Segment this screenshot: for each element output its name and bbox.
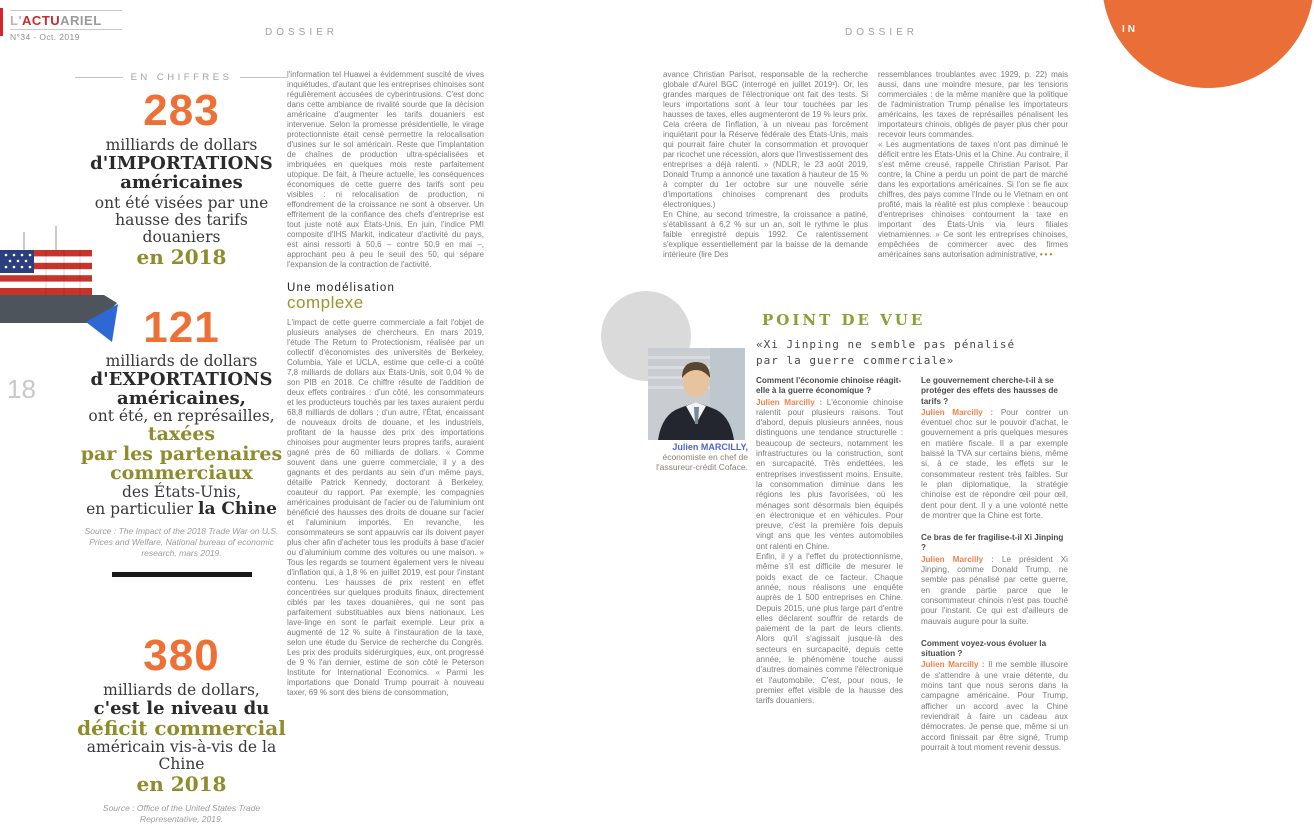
stat-121-line: ont été, en représailles, bbox=[88, 407, 275, 425]
stat-380-source: Source : Office of the United States Trade Representative, 2019. bbox=[102, 802, 261, 824]
subheading-eyebrow: Une modélisation bbox=[287, 282, 396, 294]
stat-283: 283 bbox=[143, 86, 220, 135]
stat-121-la-chine: la Chine bbox=[198, 498, 277, 519]
answer-text: Enfin, il y a l'effet du protectionnisme, même s'il est difficile de mesurer le poids exact de ce facteur. Chaque année, nous réalisons une enquête auprès de 1 500 entreprises en Chine. Depuis 2015, une plus large part d'entre elles déclarent souffrir de retards de paiement de la part de leurs clients. Alors qu'il s'agissait jusque-là des secteurs en surcapacité, depuis cette année, le phénomène touche aussi d'autres domaines comme l'électronique et l'automobile. C'est, pour nous, le premier effet visible de la hausse des tarifs douaniers. bbox=[756, 552, 903, 706]
speaker-name: Julien Marcilly : bbox=[921, 407, 994, 417]
stat-121-line bbox=[75, 498, 288, 519]
interview-question: Ce bras de fer fragilise-t-il Xi Jinping ? bbox=[921, 533, 1064, 553]
stat-283-line: d'IMPORTATIONS bbox=[90, 153, 273, 174]
interview-column-right bbox=[921, 376, 1068, 753]
issue-number: N°34 - Oct. 2019 bbox=[10, 32, 80, 42]
magazine-logo bbox=[10, 10, 122, 42]
stat-283-year: en 2018 bbox=[136, 245, 227, 269]
kicker bbox=[75, 72, 288, 83]
article-paragraph: L'impact de cette guerre commerciale a fait l'objet de plusieurs analyses de chercheurs. En mars 2019, l'étude The Return to Protectionism, réalisée par un collectif d'économistes des universités de Berkeley, Columbia, Yale et UCLA, estime que celle-ci a coûté 7,8 milliards de dollars aux États-Unis, soit 0,04 % de son PIB en 2018. Ce chiffre résulte de l'addition de deux effets contraires : d'un côté, les consommateurs et les producteurs touchés par les taxes auraient perdu 68,8 milliards de dollars ; d'un autre, l'État, encaissant de nouveaux droits de douane, et les industriels, profitant de la hausse des prix des importations chinoises pour augmenter leurs propres tarifs, auraient gagné près de 60 milliards de dollars. « Comme souvent dans une guerre commerciale, il y a des gagnants et des perdants au sein d'un même pays, détaille Patrick Kennedy, doctorant à Berkeley, coauteur du rapport. Par exemple, les compagnies américaines produisant de l'acier ou de l'aluminium ont bénéficié des hausses des droits de douane sur l'acier et l'aluminium importés. En revanche, les consommateurs se sont appauvris car ils doivent payer plus cher afin d'acheter tous les produits à base d'acier ou d'aluminium comme des voitures ou une maison. » Tous les regards se tournent également vers le niveau d'inflation qui, à 1,8 % en juillet 2019, est pour l'instant contenu. Les hausses de prix restent en effet concentrées sur quelques produits finaux, directement ciblés par les taxes douanières, qui ne sont pas parfaitement substituables aux biens nationaux. Les lave-linge en sont le parfait exemple. Leur prix a augmenté de 12 % suite à l'instauration de la taxe, selon une étude du Service de recherche du Congrès. Les prix des produits sidérurgiques, eux, ont progressé de 9 % l'an dernier, estime de son côté le Peterson Institute for International Economics. « Parmi les importations que Donald Trump pourrait à nouveau taxer, 69 % sont des biens de consommation, bbox=[287, 318, 484, 697]
kicker-rule-left bbox=[75, 77, 123, 78]
article-paragraph: En Chine, au second trimestre, la croissance a patiné, s'établissant à 6,2 % sur un an, soit le rythme le plus faible enregistré depuis 1992. Ce ralentissement s'explique essentiellement par la baisse de la demande intérieure (lire Des bbox=[663, 210, 868, 259]
interview-column-left bbox=[756, 376, 903, 707]
subheading-title: complexe bbox=[287, 293, 364, 312]
continuation-dots: ••• bbox=[1039, 250, 1055, 259]
stat-380-line: c'est le niveau du bbox=[93, 697, 270, 719]
kicker-rule-right bbox=[240, 77, 288, 78]
interview-answer bbox=[921, 408, 1068, 521]
logo-wordmark bbox=[10, 11, 122, 29]
caption-name: Julien MARCILLY, bbox=[672, 442, 748, 452]
interview-answer bbox=[921, 555, 1068, 627]
divider-bar bbox=[112, 572, 252, 577]
stat-121-line: des États-Unis, bbox=[121, 482, 242, 501]
article-column-1 bbox=[287, 70, 484, 698]
stat-380-line: américain vis-à-vis de la Chine bbox=[86, 737, 277, 773]
answer-text: Pour contrer un éventuel choc sur le pouvoir d'achat, le gouvernement a pris quelques mesures en matière fiscale. Il a par exemple baissé la TVA sur certains biens, même si, à ce stade, les effets sur le consommateur restent très faibles. Sur le plan diplomatique, la stratégie chinoise est de répondre œil pour œil, dent pour dent. Il y a une volonté nette de montrer que la Chine est forte. bbox=[921, 407, 1068, 520]
portrait-photo bbox=[648, 348, 745, 440]
stat-121-line: milliards de dollars bbox=[105, 352, 258, 370]
stat-380-keyword: déficit commercial bbox=[77, 715, 286, 740]
answer-text: L'économie chinoise ralentit pour plusieurs raisons. Tout d'abord, depuis plusieurs années, nous distinguons une tendance structurelle : beaucoup de secteurs, notamment les infrastructures ou la construction, sont en surcapacité. Très endettées, les entreprises investissent moins. Ensuite, la consommation diminue dans les régions les plus favorisées, où les ménages sont désormais bien équipés en électronique et en véhicules. Pour preuve, c'est la première fois depuis vingt ans que les ventes automobiles ont ralenti en Chine. bbox=[756, 397, 904, 551]
article-column-2 bbox=[663, 70, 868, 260]
stat-283-line: milliards de dollars bbox=[105, 136, 258, 154]
en-chiffres-sidebar bbox=[75, 72, 288, 825]
speaker-name: Julien Marcilly : bbox=[921, 554, 994, 564]
kicker-label: EN CHIFFRES bbox=[130, 72, 233, 83]
quote-line: par la guerre commerciale» bbox=[756, 354, 955, 367]
logo-actu: ACTU bbox=[22, 13, 61, 28]
article-paragraph: ressemblances troublantes avec 1929, p. 22) mais aussi, dans une moindre mesure, par les tensions commerciales : de la même manière que la politique de l'administration Trump pénalise les importateurs américains, les taxes de représailles pénalisent les importateurs chinois, obligés de payer plus cher pour recevoir leurs commandes. bbox=[878, 70, 1068, 139]
stat-121-keyword: commerciaux bbox=[110, 462, 253, 484]
corner-tab-label: IN bbox=[1122, 24, 1138, 35]
article-paragraph bbox=[878, 140, 1068, 260]
stat-121-line: américaines, bbox=[117, 388, 246, 409]
article-paragraph: avance Christian Parisot, responsable de la recherche globale d'Aurel BGC (interrogé en juillet 2019¹). Or, les grandes marques de l'électronique ont fait des tests. Si leurs importations sont à leur tour touchées par les hausses de taxes, elles augmenteront de 19 % leurs prix. Cela créera de l'inflation, à un niveau pas forcément inquiétant pour la Réserve fédérale des États-Unis, mais qui pourrait faire chuter la consommation et provoquer par ricochet une récession, alors que l'investissement des entreprises a déjà ralenti. » (NDLR, le 23 août 2019, Donald Trump a annoncé une taxation à hauteur de 15 % à compter du 1er octobre sur une nouvelle série d'importations chinoises comprenant des produits électroniques.) bbox=[663, 70, 868, 209]
caption-role: économiste en chef de l'assureur-crédit Coface. bbox=[656, 452, 748, 472]
article-paragraph: l'information tel Huawei a évidemment suscité de vives inquiétudes, d'autant que les entreprises chinoises sont régulièrement accusées de cyberintrusions. C'est donc dans cette ambiance de rivalité sourde que la décision américaine d'augmenter les tarifs douaniers est intervenue. Selon la promesse présidentielle, le virage protectionniste était censé permettre la relocalisation d'usines sur le sol américain. Reste que l'implantation de chaînes de production ultra-spécialisées et imbriquées en quelques mois reste parfaitement utopique. De fait, à l'heure actuelle, les conséquences économiques de cette guerre des tarifs sont peu visibles : ni relocalisation de production, ni effondrement de la croissance ne sont à observer. Un effritement de la confiance des chefs d'entreprise est tout juste noté aux États-Unis. En juin, l'indice PMI composite d'IHS Markit, indicateur d'activité du pays, est ainsi ressorti à 50,6 – contre 50,9 en mai –, approchant peu à peu le seuil des 50, qui sépare l'expansion de la contraction de l'activité. bbox=[287, 70, 484, 269]
stat-283-line: ont été visées par une bbox=[94, 194, 269, 212]
section-label-right: DOSSIER bbox=[845, 27, 919, 38]
stat-121-source: Source : The Impact of the 2018 Trade War on U.S. Prices and Welfare, National bureau of economic research, mars 2019. bbox=[84, 525, 279, 558]
speaker-name: Julien Marcilly : bbox=[921, 660, 985, 670]
interview-question: Comment l'économie chinoise réagit-elle à la guerre économique ? bbox=[756, 376, 902, 396]
article-paragraph-text: « Les augmentations de taxes n'ont pas diminué le déficit entre les États-Unis et la Chine. Au contraire, il s'est même creusé, rappelle Christian Parisot. Par contre, la Chine a perdu un point de part de marché dans les exportations américaines. Si l'on se fie aux chiffres, des pays comme l'Inde ou le Vietnam en ont profité, mais la réalité est plus complexe : beaucoup d'entreprises chinoises contournent la taxe en important des États-Unis via leurs filiales vietnamiennes. » Ce sont les entreprises chinoises, empêchées de commercer avec des firmes américaines sans autorisation administrative, bbox=[878, 140, 1068, 259]
stat-121-line-text: en particulier bbox=[86, 499, 198, 518]
interview-question: Comment voyez-vous évoluer la situation ? bbox=[921, 638, 1047, 659]
section-label-left: DOSSIER bbox=[265, 27, 339, 38]
interview-answer bbox=[756, 398, 903, 552]
cargo-ship-illustration bbox=[0, 222, 124, 344]
stat-380-line: milliards de dollars, bbox=[103, 680, 260, 699]
stat-121-line: d'EXPORTATIONS bbox=[90, 369, 273, 390]
article-column-3 bbox=[878, 70, 1068, 260]
stat-121-keyword: taxées bbox=[147, 423, 216, 445]
stat-380-year: en 2018 bbox=[136, 771, 227, 796]
quote-line: «Xi Jinping ne semble pas pénalisé bbox=[756, 338, 1016, 351]
page-number: 18 bbox=[7, 374, 36, 404]
answer-text: Il me semble illusoire de s'attendre à une vraie détente, du moins tant que nous serons dans la campagne américaine. Pour Trump, afficher un accord avec la Chine reviendrait à faire un cadeau aux démocrates. Je pense que, même si un accord finissait par être signé, Trump pourrait à tout moment revenir dessus. bbox=[921, 660, 1068, 752]
stat-380: 380 bbox=[143, 630, 220, 680]
interview-answer bbox=[921, 660, 1068, 753]
flag-containers bbox=[0, 250, 92, 295]
interview-answer bbox=[756, 552, 903, 706]
stat-121-keyword: par les partenaires bbox=[80, 442, 283, 465]
speaker-name: Julien Marcilly : bbox=[756, 397, 823, 407]
stat-283-line: américaines bbox=[120, 172, 243, 193]
portrait-caption bbox=[636, 442, 748, 472]
answer-text: Le président Xi Jinping, comme Donald Trump, ne semble pas pénalisé par cette guerre, en grande partie parce que le consommateur chinois n'est pas touché pour l'instant. Ce qui est d'ailleurs de mauvais augure pour la suite. bbox=[921, 554, 1068, 626]
interview-question: Le gouvernement cherche-t-il à se protéger des effets des hausses de tarifs ? bbox=[921, 376, 1058, 406]
stat-121: 121 bbox=[143, 303, 220, 352]
spine-red-mark bbox=[0, 8, 3, 36]
logo-apostrophe-l: L' bbox=[10, 13, 23, 28]
interview-quote bbox=[756, 337, 1036, 369]
logo-ariel: ARIEL bbox=[60, 13, 102, 28]
stat-283-line: hausse des tarifs douaniers bbox=[115, 211, 248, 246]
corner-tab-shape bbox=[1102, 0, 1314, 88]
point-de-vue-heading: POINT DE VUE bbox=[762, 311, 926, 329]
